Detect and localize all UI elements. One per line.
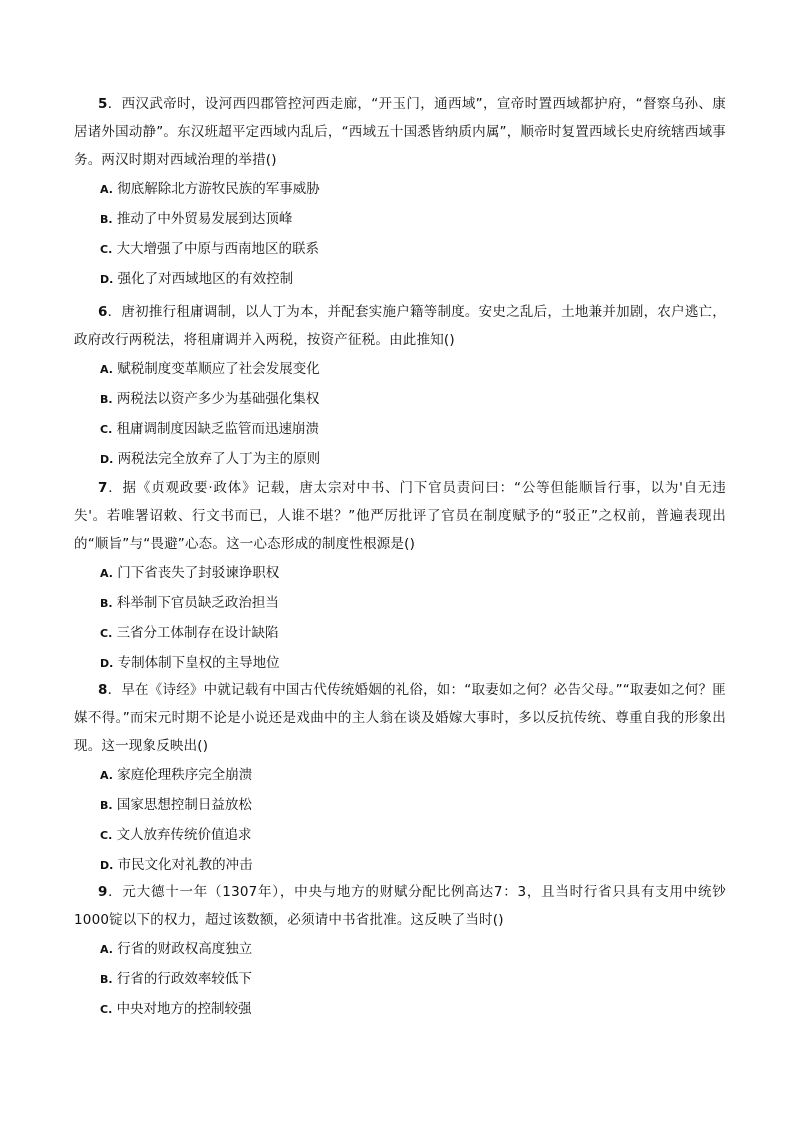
option-text: 赋税制度变革顺应了社会发展变化: [117, 361, 320, 377]
option-a[interactable]: [100, 934, 726, 964]
question-number: 8: [98, 682, 108, 698]
option-text: 两税法以资产多少为基础强化集权: [116, 391, 320, 407]
option-letter: A.: [100, 567, 113, 580]
option-text: 科举制下官员缺乏政治担当: [116, 595, 279, 611]
option-text: 市民文化对礼教的冲击: [117, 857, 253, 873]
option-text: 专制体制下皇权的主导地位: [117, 655, 280, 671]
question-6: [74, 298, 726, 474]
option-a[interactable]: [100, 760, 726, 790]
option-a[interactable]: [100, 354, 726, 384]
question-stem: [74, 878, 726, 934]
option-text: 门下省丧失了封驳谏诤职权: [117, 565, 280, 581]
option-letter: B.: [100, 973, 113, 986]
question-stem: [74, 676, 726, 760]
option-b[interactable]: [100, 790, 726, 820]
option-letter: C.: [100, 627, 113, 640]
option-d[interactable]: [100, 648, 726, 678]
option-c[interactable]: [100, 994, 726, 1024]
question-text: ．唐初推行租庸调制，以人丁为本，并配套实施户籍等制度。安史之乱后，土地兼并加剧，农户逃亡，政府改行两税法，将租庸调并入两税，按资产征税。由此推知(): [74, 304, 726, 348]
question-stem: [74, 298, 726, 354]
option-letter: B.: [100, 393, 113, 406]
question-number: 9: [98, 884, 108, 900]
option-text: 家庭伦理秩序完全崩溃: [117, 767, 253, 783]
option-a[interactable]: [100, 174, 726, 204]
option-letter: C.: [100, 829, 113, 842]
option-b[interactable]: [100, 588, 726, 618]
option-text: 大大增强了中原与西南地区的联系: [116, 241, 320, 257]
option-text: 文人放弃传统价值追求: [116, 827, 252, 843]
option-letter: C.: [100, 243, 113, 256]
option-letter: D.: [100, 453, 114, 466]
question-stem: [74, 90, 726, 174]
option-letter: C.: [100, 423, 113, 436]
option-letter: C.: [100, 1003, 113, 1016]
option-letter: D.: [100, 859, 114, 872]
option-letter: B.: [100, 597, 113, 610]
option-b[interactable]: [100, 384, 726, 414]
option-letter: B.: [100, 799, 113, 812]
question-text: ．元大德十一年（1307年），中央与地方的财赋分配比例高达7：3，且当时行省只具有支用中统钞1000锭以下的权力，超过该数额，必须请中书省批准。这反映了当时(): [74, 884, 726, 928]
question-number: 6: [98, 304, 108, 320]
option-letter: A.: [100, 769, 113, 782]
option-a[interactable]: [100, 558, 726, 588]
question-stem: [74, 474, 726, 558]
option-d[interactable]: [100, 264, 726, 294]
option-text: 中央对地方的控制较强: [116, 1001, 252, 1017]
option-text: 两税法完全放弃了人丁为主的原则: [117, 451, 321, 467]
question-text: ．据《贞观政要·政体》记载，唐太宗对中书、门下官员责问曰：“公等但能顺旨行事，以为'自无违失'。若唯署诏敕、行文书而已，人谁不堪？”他严厉批评了官员在制度赋予的“驳正”之权前，普遍表现出的“顺旨”与“畏避”心态。这一心态形成的制度性根源是(): [74, 480, 726, 552]
option-text: 行省的财政权高度独立: [117, 941, 253, 957]
option-b[interactable]: [100, 964, 726, 994]
option-d[interactable]: [100, 850, 726, 880]
option-text: 三省分工体制存在设计缺陷: [116, 625, 279, 641]
question-number: 7: [98, 480, 108, 496]
question-8: [74, 676, 726, 880]
option-text: 彻底解除北方游牧民族的军事威胁: [117, 181, 320, 197]
option-letter: A.: [100, 363, 113, 376]
option-text: 租庸调制度因缺乏监管而迅速崩溃: [116, 421, 320, 437]
question-number: 5: [98, 96, 108, 112]
question-text: ．西汉武帝时，设河西四郡管控河西走廊，“开玉门，通西域”，宣帝时置西域都护府，“督察乌孙、康居诸外国动静”。东汉班超平定西域内乱后，“西域五十国悉皆纳质内属”，顺帝时复置西域长史府统辖西域事务。两汉时期对西域治理的举措(): [74, 96, 726, 168]
question-7: [74, 474, 726, 678]
option-text: 推动了中外贸易发展到达顶峰: [116, 211, 293, 227]
question-5: [74, 90, 726, 294]
option-c[interactable]: [100, 820, 726, 850]
option-letter: A.: [100, 943, 113, 956]
option-c[interactable]: [100, 618, 726, 648]
option-d[interactable]: [100, 444, 726, 474]
option-text: 国家思想控制日益放松: [116, 797, 252, 813]
option-letter: D.: [100, 273, 114, 286]
option-text: 强化了对西域地区的有效控制: [117, 271, 294, 287]
option-letter: D.: [100, 657, 114, 670]
option-text: 行省的行政效率较低下: [116, 971, 252, 987]
option-letter: B.: [100, 213, 113, 226]
option-c[interactable]: [100, 234, 726, 264]
question-9: [74, 878, 726, 1024]
option-letter: A.: [100, 183, 113, 196]
option-c[interactable]: [100, 414, 726, 444]
option-b[interactable]: [100, 204, 726, 234]
question-text: ．早在《诗经》中就记载有中国古代传统婚姻的礼俗，如：“取妻如之何？必告父母。”“取妻如之何？匪媒不得。”而宋元时期不论是小说还是戏曲中的主人翁在谈及婚嫁大事时，多以反抗传统、尊重自我的形象出现。这一现象反映出(): [74, 682, 726, 754]
